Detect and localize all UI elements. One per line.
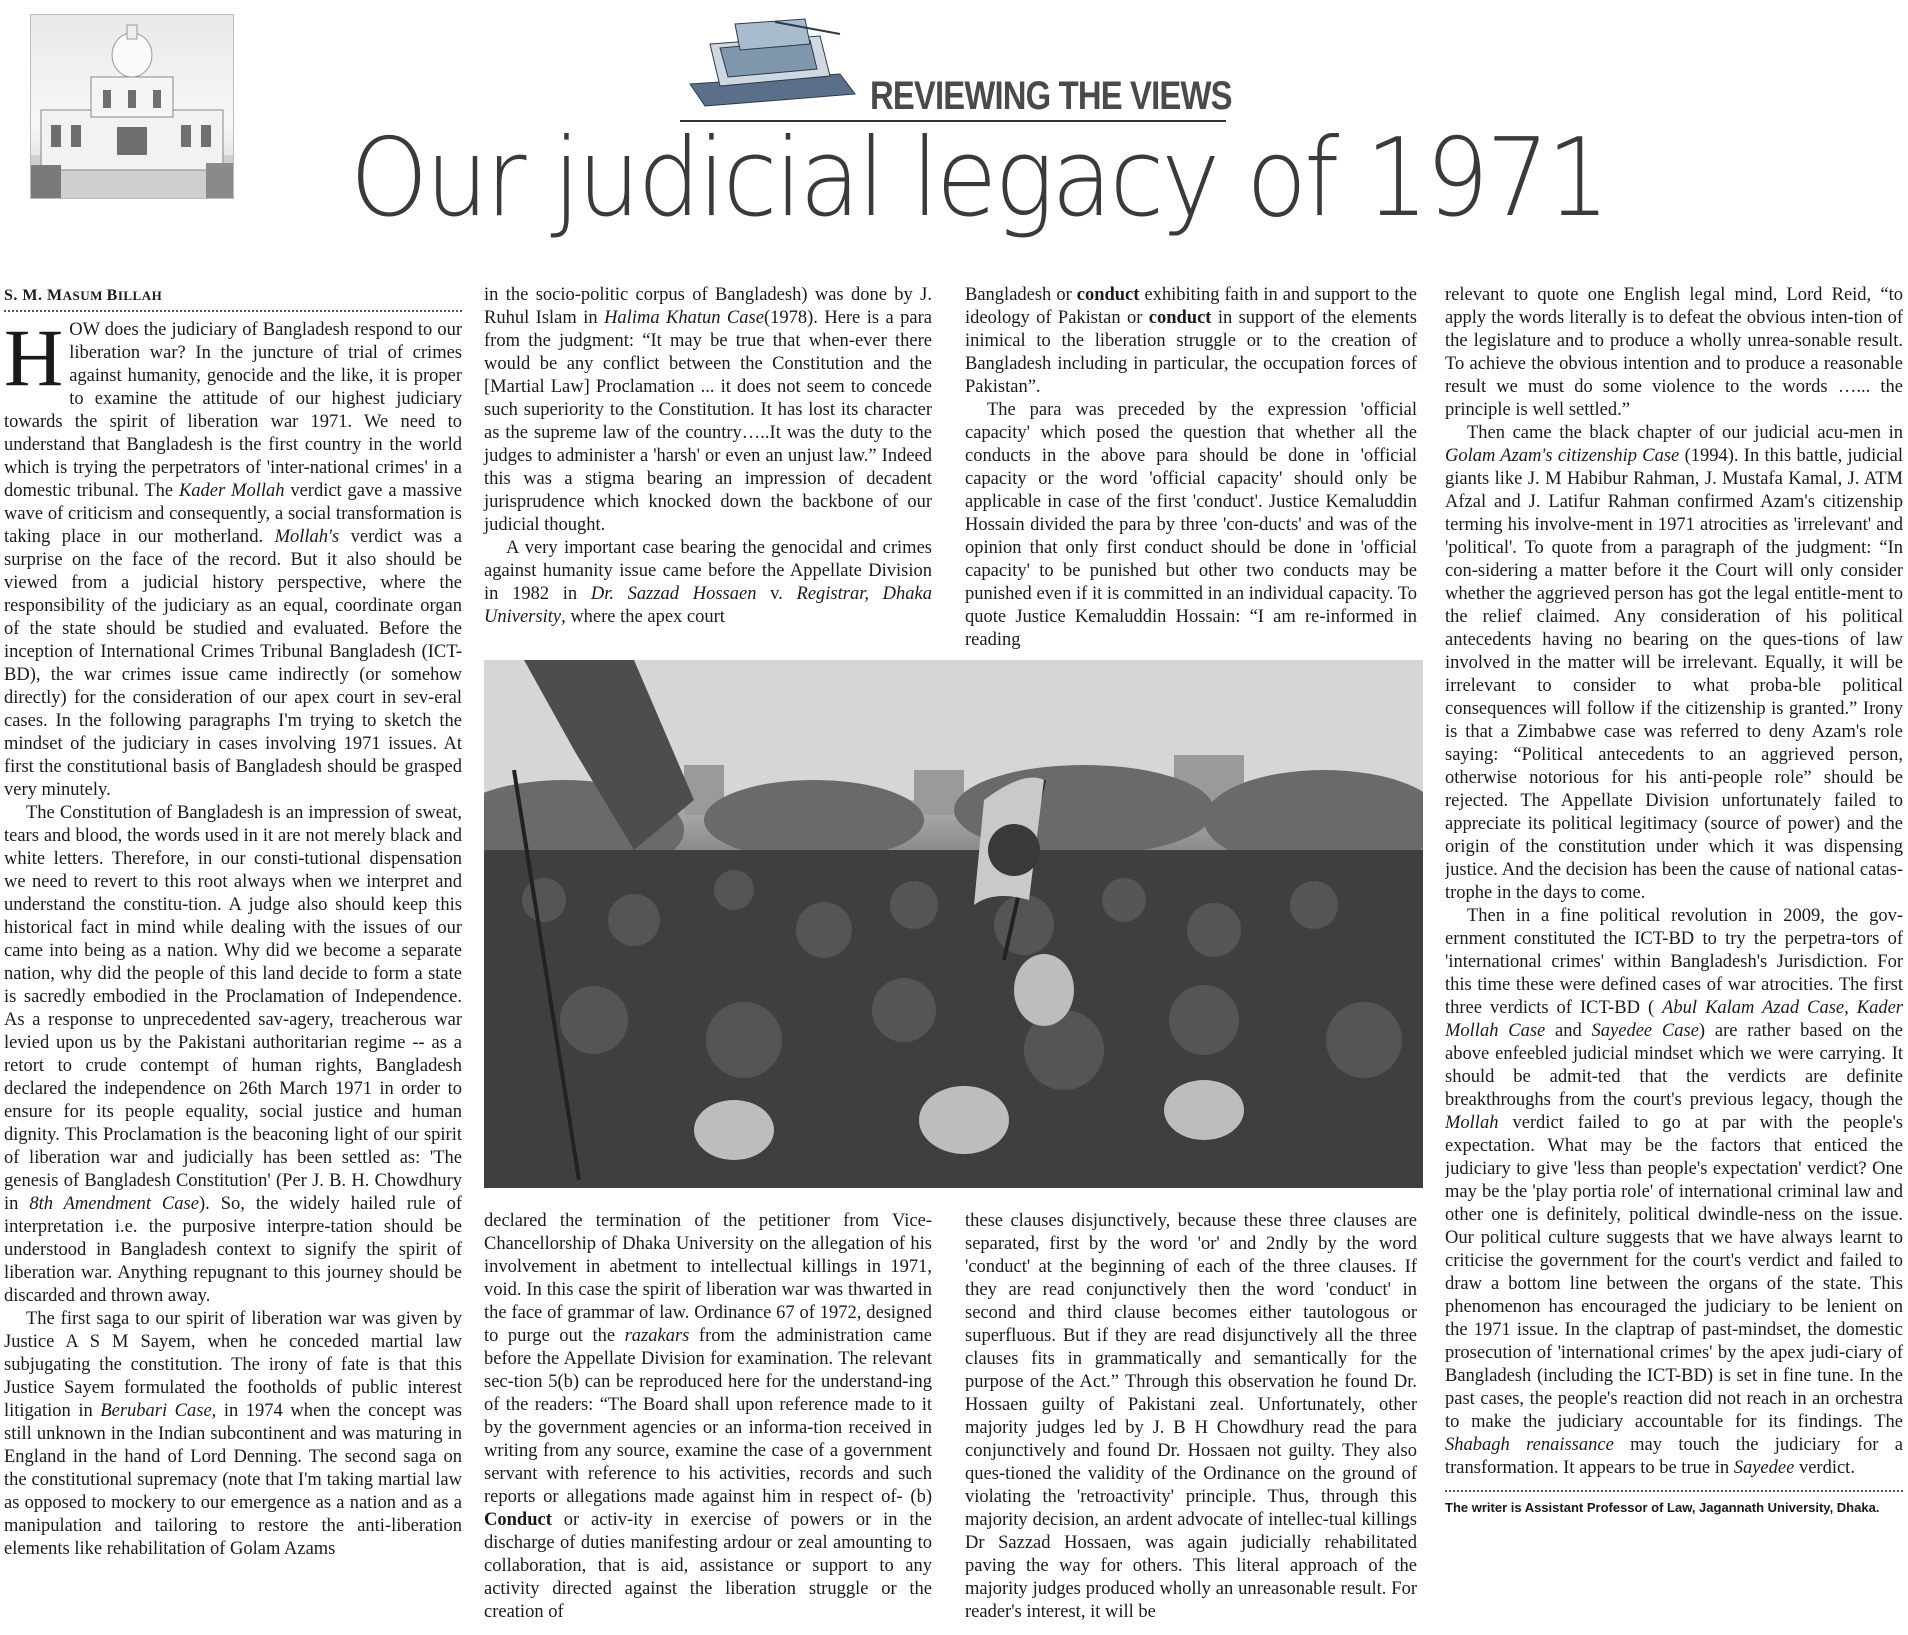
author-note: The writer is Assistant Professor of Law, Jagannath University, Dhaka.: [1445, 1490, 1903, 1515]
section-header: [680, 14, 1240, 122]
paragraph: in the socio-politic corpus of Bangladesh) was done by J. Ruhul Islam in Halima Khatun Case(1978). Here is a para from the judgment: “It may be true that when-ever there would be any conflict between the Constitution and the [Martial Law] Proclamation ... it does not seem to concede such superiority to the Constitution. It has lost its character as the supreme law of the country…..It was the duty to the judges to administer a 'harsh' or even an unjust law.” Indeed this was a stigma bearing an impression of decadent jurisprudence which knocked down the backbone of our judicial thought.: [484, 285, 932, 535]
article-column-2-continued: [484, 1210, 932, 1635]
section-label: REVIEWING THE VIEWS: [870, 74, 1232, 118]
crowd-illustration: [484, 660, 1423, 1188]
paragraph: A very important case bearing the genocidal and crimes against humanity issue came before the Appellate Division in 1982 in Dr. Sazzad Hossaen v. Registrar, Dhaka University, where the apex court: [484, 538, 932, 627]
court-building-illustration: [31, 15, 233, 198]
supreme-court-building-photo: [30, 14, 234, 199]
paragraph: relevant to quote one English legal mind, Lord Reid, “to apply the words literally is to defeat the obvious inten-tion of the legislature and to produce a wholly unrea-sonable result. To achieve the obvious intention and to produce a reasonable result we must do some violence to the words …... the principle is well settled.”: [1445, 285, 1903, 420]
books-icon: [680, 14, 860, 114]
article-column-1: [4, 284, 462, 1635]
paragraph: declared the termination of the petitioner from Vice-Chancellorship of Dhaka University on the allegation of his involvement in abetment to intellectual killings in 1971, void. In this case the spirit of liberation war was thwarted in the face of grammar of law. Ordinance 67 of 1972, designed to purge out the razakars from the administration came before the Appellate Division for examination. The relevant sec-tion 5(b) can be reproduced here for the understand-ing of the readers: “The Board shall upon reference made to it by the government agencies or an informa-tion received in writing from any source, examine the case of a government servant with reference to his activities, records and such reports or allegations made against him in respect of- (b) Conduct or activ-ity in exercise of powers or in the discharge of duties manifesting ardour or zeal amounting to collaboration, that is aid, assistance or support to any activity directed against the liberation struggle or the creation of: [484, 1211, 932, 1622]
paragraph: The para was preceded by the expression 'official capacity' which posed the question that whether all the conducts in the above para should be done in 'official capacity or the word 'official capacity' should only be applicable in case of the first 'conduct'. Justice Kemaluddin Hossain divided the para by three 'con-ducts' and was of the opinion that only first conduct should be done in 'official capacity' to be punished but other two conducts may be punished even if it is committed in an individual capacity. To quote Justice Kemaluddin Hossain: “I am re-informed in reading: [965, 400, 1417, 650]
paragraph: Then in a fine political revolution in 2009, the gov-ernment constituted the ICT-BD to try the perpetra-tors of 'international crimes' within Bangladesh's Jurisdiction. For this time these were defined cases of war atrocities. The first three verdicts of ICT-BD ( Abul Kalam Azad Case, Kader Mollah Case and Sayedee Case) are rather based on the above enfeebled judicial mindset which we were carrying. It should be admit-ted that the verdicts are definite breakthroughs from the court's previous legacy, though the Mollah verdict failed to go at par with the people's expectation. What may be the factors that enticed the judiciary to give 'less than people's expectation' verdict? One may be the 'play portia role' of international criminal law and other one is definitely, political dwindle-ness on the issue. Our political culture suggests that we have always learnt to criticise the government for the court's verdict and failed to draw a bottom line between the organs of the state. This phenomenon has encouraged the judiciary to be lenient on the 1971 issue. In the claptrap of past-mindset, the domestic prosecution of 'international crimes' by the apex judi-ciary of Bangladesh (including the ICT-BD) is set in fine tune. In the past cases, the people's reaction did not reach in an orchestra to make the judiciary accountable for its findings. The Shabagh renaissance may touch the judiciary for a transformation. It appears to be true in Sayedee verdict.: [1445, 906, 1903, 1478]
headline: Our judicial legacy of 1971: [350, 116, 1608, 241]
article-column-3: [965, 284, 1417, 652]
paragraph: Then came the black chapter of our judicial acu-men in Golam Azam's citizenship Case (1994). In this battle, judicial giants like J. M Habibur Rahman, J. Mustafa Kamal, J. ATM Afzal and J. Latifur Rahman confirmed Azam's citizenship terming his involve-ment in 1971 atrocities as 'irrelevant' and 'political'. To quote from a paragraph of the judgment: “In con-sidering a matter before it the Court will only consider whether the aggrieved person has got the legal entitle-ment to the relief claimed. Any consideration of his political antecedents having no bearing on the ques-tions of law involved in the matter will be irrelevant. Equally, it will be irrelevant to consider to what proba-ble political consequences will follow if the citizenship is granted.” Irony is that a Zimbabwe case was referred to deny Azam's role saying: “Political antecedents to an aggrieved person, otherwise notorious for his anti-people role” should be rejected. The Appellate Division unfortunately failed to appreciate its political legitimacy (source of power) and the origin of the constitution under which it was dispensing justice. And the decision has been the cause of national catas-trophe in the days to come.: [1445, 423, 1903, 903]
article-column-3-continued: [965, 1210, 1417, 1635]
rally-crowd-photo: [484, 660, 1423, 1188]
article-column-2: [484, 284, 932, 629]
paragraph: The Constitution of Bangladesh is an impression of sweat, tears and blood, the words used in it are not merely black and white letters. Therefore, in our consti-tutional dispensation we need to revert to this root always when we interpret and understand the constitu-tion. A judge also should keep this historical fact in mind while dealing with the issues of our came into being as a nation. Why did we become a separate nation, why did the people of this land decide to form a state is sacredly embodied in the Proclamation of Independence. As a response to unprecedented sav-agery, treacherous war levied upon us by the Pakistani authoritarian regime -- as a retort to crude contempt of human rights, Bangladesh declared the independence on 26th March 1971 in order to ensure for its people equality, social justice and human dignity. This Proclamation is the beaconing light of our spirit of liberation war and judicially has been settled as: 'The genesis of Bangladesh Constitution' (Per J. B. H. Chowdhury in 8th Amendment Case). So, the widely hailed rule of interpretation i.e. the purposive interpre-tation should be understood in Bangladesh context to signify the spirit of liberation war. Anything repugnant to this journey should be discarded and thrown away.: [4, 803, 462, 1306]
article-column-4: [1445, 284, 1903, 1635]
paragraph: these clauses disjunctively, because these three clauses are separated, first by the word 'or' and 2ndly by the word 'conduct' at the beginning of each of the three clauses. If they are read conjunctively then the word 'conduct' in second and third clause becomes either tautologous or superfluous. But if they are read disjunctively all the three clauses fits in grammatically and semantically for the purpose of the Act.” Through this observation he found Dr. Hossaen guilty of Pakistani zeal. Unfortunately, other majority judges led by J. B H Chowdhury read the para conjunctively and found Dr. Hossaen not guilty. They also ques-tioned the validity of the Ordinance on the ground of violating the 'retroactivity' principle. Thus, through this majority decision, an ardent advocate of intellec-tual killings Dr Sazzad Hossaen, was again judicially rehabilitated paving the way for others. This literal approach of the majority judges produced wholly an unreasonable result. For reader's interest, it will be: [965, 1211, 1417, 1622]
byline: S. M. MASUM BILLAH: [4, 284, 462, 312]
paragraph: Bangladesh or conduct exhibiting faith in and support to the ideology of Pakistan or conduct in support of the elements inimical to the liberation struggle or to the creation of Bangladesh including in particular, the occupation forces of Pakistan”.: [965, 285, 1417, 397]
drop-cap: H: [4, 312, 64, 403]
paragraph: HOW does the judiciary of Bangladesh respond to our liberation war? In the juncture of trial of crimes against humanity, genocide and the like, it is proper to examine the attitude of our highest judiciary towards the spirit of liberation war 1971. We need to understand that Bangladesh is the first country in the world which is trying the perpetrators of 'inter-national crimes' in a domestic tribunal. The Kader Mollah verdict gave a massive wave of criticism and consequently, a social transformation is taking place in our motherland. Mollah's verdict was a surprise on the face of the record. But it also should be viewed from a judicial history perspective, where the responsibility of the judiciary as an equal, coordinate organ of the state should be studied and evaluated. Before the inception of International Crimes Tribunal Bangladesh (ICT-BD), the war crimes issue came indirectly (or somehow directly) for the consideration of our apex court in sev-eral cases. In the following paragraphs I'm trying to sketch the mindset of the judiciary in cases involving 1971 issues. At first the constitutional basis of Bangladesh should be grasped very minutely.: [4, 312, 462, 800]
paragraph: The first saga to our spirit of liberation war was given by Justice A S M Sayem, when he conceded martial law subjugating the constitution. The irony of fate is that this Justice Sayem formulated the footholds of public interest litigation in Berubari Case, in 1974 when the concept was still unknown in the Indian subcontinent and was maturing in England in the hand of Lord Denning. The second saga on the constitutional supremacy (note that I'm taking martial law as opposed to mockery to our emergence as a nation and as a manipulation and tailoring to restore the anti-liberation elements like rehabilitation of Golam Azams: [4, 1309, 462, 1559]
